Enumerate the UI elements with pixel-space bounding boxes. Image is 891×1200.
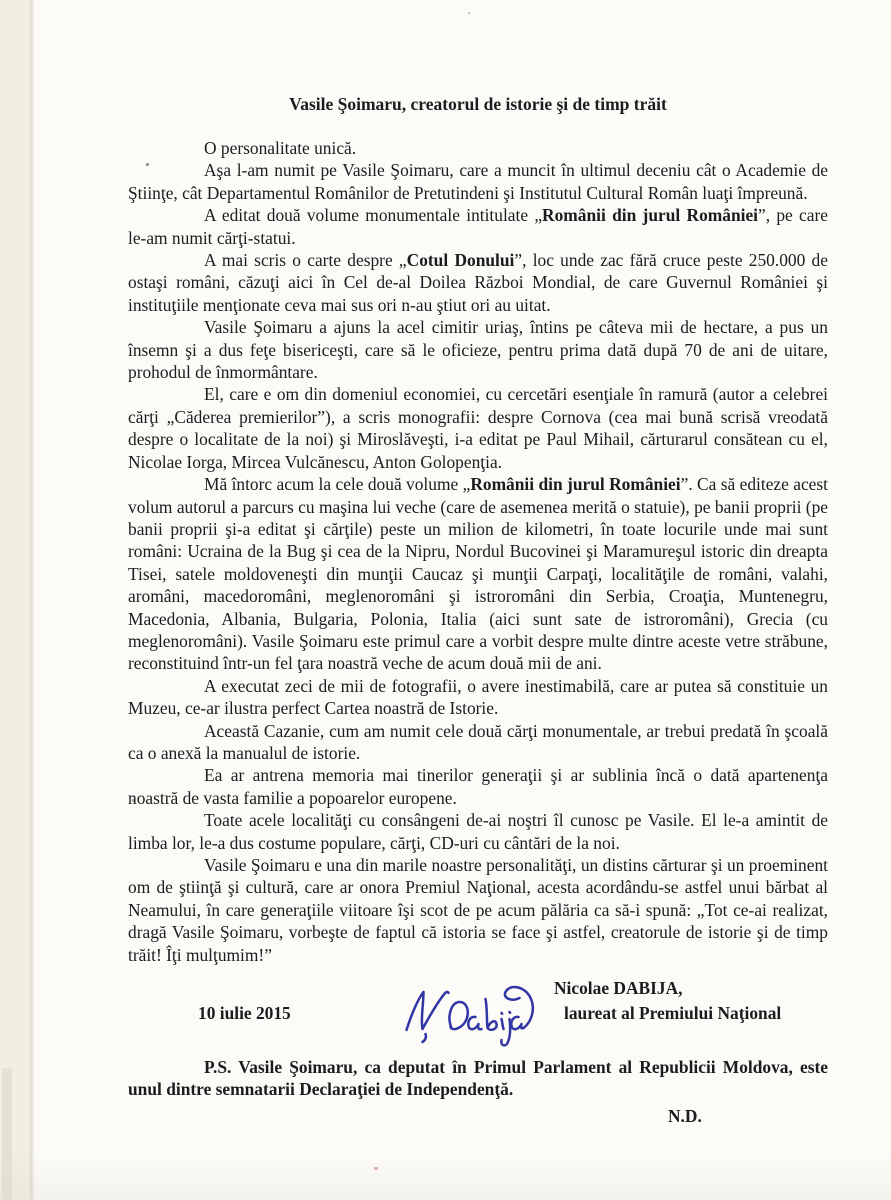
- handwritten-signature-ink: [398, 976, 536, 1048]
- scan-speck: [374, 1167, 378, 1170]
- author-name: Nicolae DABIJA,: [554, 978, 683, 999]
- paragraph: A mai scris o carte despre „Cotul Donului”, loc unde zac fără cruce peste 250.000 de ostaşi români, căzuţi aici în Cel de-al Doilea Război Mondial, de care Guvernul României şi instituţiile menţionate ceva mai sus ori n-au ştiut ori au uitat.: [128, 250, 828, 315]
- paragraph: El, care e om din domeniul economiei, cu cercetări esenţiale în ramură (autor a celebrei cărţi „Căderea premierilor”), a scris monografii: despre Cornova (cea mai bună scrisă vreodată despre o localitate de la noi) şi Miroslăveşti, i-a editat pe Paul Mihail, cărturarul consătean cu el, Nicolae Iorga, Mircea Vulcănescu, Anton Golopenţia.: [128, 384, 828, 472]
- signature-block: [128, 974, 828, 1046]
- author-title: laureat al Premiului Naţional: [564, 1003, 782, 1024]
- scan-edge-shadow: [2, 1068, 12, 1200]
- paragraph: A executat zeci de mii de fotografii, o avere inestimabilă, care ar putea să constituie un Muzeu, ce-ar ilustra perfect Cartea noastră de Istorie.: [128, 675, 828, 719]
- letter-content: [128, 92, 828, 1127]
- document-title: Vasile Şoimaru, creatorul de istorie şi de timp trăit: [289, 94, 667, 114]
- paragraph: Ea ar antrena memoria mai tinerilor generaţii şi ar sublinia încă o dată apartenenţa noastră de vasta familie a popoarelor europene.: [128, 765, 828, 808]
- paragraph: Vasile Şoimaru a ajuns la acel cimitir uriaş, întins pe câteva mii de hectare, a pus un însemn şi a dus feţe bisericeşti, care să le oficieze, pentru prima dată după 70 de ani de uitare, prohodul de înmormântare.: [128, 317, 828, 383]
- author-block: [554, 976, 781, 1026]
- paragraph: Aşa l-am numit pe Vasile Şoimaru, care a muncit în ultimul deceniu cât o Academie de Ştiinţe, cât Departamentul Românilor de Pretutindeni şi Institutul Cultural Român luaţi împreună.: [128, 160, 828, 203]
- scan-speck: [468, 12, 470, 14]
- paragraph: Vasile Şoimaru e una din marile noastre personalităţi, un distins cărturar şi un proeminent om de ştiinţă şi cultură, care ar onora Premiul Naţional, acesta acordându-se astfel unui bărbat al Neamului, în care generaţiile viitoare îşi scot de pe acum pălăria ca să-i spună: „Tot ce-ai realizat, dragă Vasile Şoimaru, vorbeşte de faptul că istoria se face şi astfel, creatorule de istorie şi de timp trăit! Îţi mulţumim!”: [128, 855, 828, 965]
- paragraph: Toate acele localităţi cu consângeni de-ai noştri îl cunosc pe Vasile. El le-a amintit de limba lor, le-a dus costume populare, cărţi, CD-uri cu cântări de la noi.: [128, 810, 828, 853]
- date-text: 10 iulie 2015: [198, 1003, 291, 1024]
- paragraph: Această Cazanie, cum am numit cele două cărţi monumentale, ar trebui predată în şcoală ca o anexă la manualul de istorie.: [128, 720, 828, 763]
- postscript: P.S. Vasile Şoimaru, ca deputat în Primul Parlament al Republicii Moldova, este unul dintre semnatarii Declaraţiei de Independenţă.: [128, 1057, 828, 1100]
- paragraphs: [128, 137, 828, 966]
- postscript-initials: N.D.: [668, 1105, 702, 1126]
- paragraph: A editat două volume monumentale intitulate „Românii din jurul României”, pe care le-am numit cărţi-statui.: [128, 205, 828, 248]
- paragraph: Mă întorc acum la cele două volume „Românii din jurul României”. Ca să editeze acest volum autorul a parcurs cu maşina lui veche (care de asemenea merită o statuie), pe banii proprii (pe banii proprii şi-a editat şi cărţile) peste un milion de kilometri, în toate locurile unde mai sunt români: Ucraina de la Bug şi cea de la Nipru, Nordul Bucovinei şi Maramureşul istoric din dreapta Tisei, satele moldoveneşti din munţii Caucaz şi munţii Carpaţi, localităţile de români, valahi, aromâni, macedoromâni, meglenoromâni şi istroromâni din Serbia, Croaţia, Muntenegru, Macedonia, Albania, Bulgaria, Polonia, Italia (aici sunt sate de istroromâni), Grecia (cu meglenoromâni). Vasile Şoimaru este primul care a vorbit despre multe dintre aceste vetre străbune, reconstituind într-un fel ţara noastră veche de acum două mii de ani.: [128, 474, 828, 674]
- paragraph: O personalitate unică.: [204, 138, 357, 158]
